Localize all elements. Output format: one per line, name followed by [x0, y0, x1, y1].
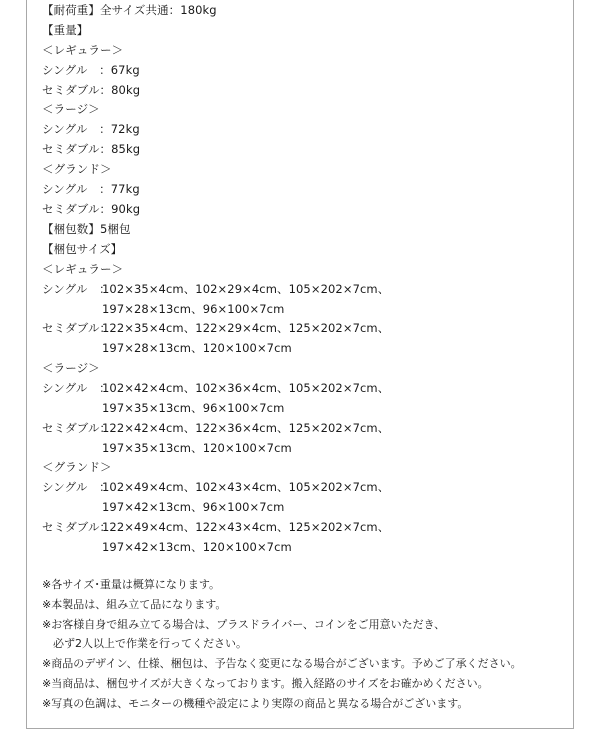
package-semidouble-large-line1 [42, 418, 389, 438]
load-capacity: 【耐荷重】全サイズ共通：180kg [42, 3, 217, 17]
package-size-large: ＜ラージ＞ [42, 361, 100, 375]
note-approximate: ※各サイズ･重量は概算になります。 [42, 578, 220, 591]
semidouble-label: セミダブル： [42, 321, 112, 335]
package-size-grand: ＜グランド＞ [42, 460, 112, 474]
package-semidouble-large-line2: 197×35×13cm、120×100×7cm [102, 441, 292, 455]
note-assembly-product: ※本製品は、組み立て品になります。 [42, 598, 227, 611]
package-semidouble-grand-line1 [42, 517, 389, 537]
dimensions-text: 122×49×4cm、122×43×4cm、125×202×7cm、 [102, 520, 390, 534]
dimensions-text: 122×42×4cm、122×36×4cm、125×202×7cm、 [102, 421, 390, 435]
package-semidouble-regular-line1 [42, 318, 389, 338]
single-label: シングル ： [42, 381, 111, 395]
weight-semidouble-grand: セミダブル：90kg [42, 202, 141, 216]
weight-size-grand: ＜グランド＞ [42, 162, 112, 176]
package-semidouble-grand-line2: 197×42×13cm、120×100×7cm [102, 540, 292, 554]
weight-heading: 【重量】 [42, 23, 89, 37]
note-two-people: 必ず2人以上で作業を行ってください。 [42, 637, 247, 650]
weight-size-regular: ＜レギュラー＞ [42, 43, 124, 57]
semidouble-label: セミダブル： [42, 520, 112, 534]
package-single-grand-line2: 197×42×13cm、96×100×7cm [102, 500, 285, 514]
dimensions-text: 102×35×4cm、102×29×4cm、105×202×7cm、 [102, 282, 390, 296]
package-single-regular-line1 [42, 279, 389, 299]
weight-single-large: シングル ：72kg [42, 122, 140, 136]
note-photo-color: ※写真の色調は、モニターの機種や設定により実際の商品と異なる場合がございます。 [42, 697, 469, 710]
package-size-regular: ＜レギュラー＞ [42, 262, 124, 276]
package-single-grand-line1 [42, 477, 389, 497]
package-size-heading: 【梱包サイズ】 [42, 242, 123, 256]
note-design-change: ※商品のデザイン、仕様、梱包は、予告なく変更になる場合がございます。予めご了承ください。 [42, 657, 522, 670]
semidouble-label: セミダブル： [42, 421, 112, 435]
dimensions-text: 122×35×4cm、122×29×4cm、125×202×7cm、 [102, 321, 390, 335]
weight-single-regular: シングル ：67kg [42, 63, 140, 77]
weight-semidouble-large: セミダブル：85kg [42, 142, 141, 156]
weight-single-grand: シングル ：77kg [42, 182, 140, 196]
dimensions-text: 102×49×4cm、102×43×4cm、105×202×7cm、 [102, 480, 390, 494]
single-label: シングル ： [42, 282, 111, 296]
single-label: シングル ： [42, 480, 111, 494]
package-count: 【梱包数】5梱包 [42, 222, 131, 236]
package-single-regular-line2: 197×28×13cm、96×100×7cm [102, 302, 285, 316]
note-self-assembly: ※お客様自身で組み立てる場合は、プラスドライバー、コインをご用意いただき、 [42, 618, 446, 631]
package-semidouble-regular-line2: 197×28×13cm、120×100×7cm [102, 341, 292, 355]
note-package-size: ※当商品は、梱包サイズが大きくなっております。搬入経路のサイズをお確かめください。 [42, 677, 489, 690]
weight-size-large: ＜ラージ＞ [42, 102, 100, 116]
package-single-large-line2: 197×35×13cm、96×100×7cm [102, 401, 285, 415]
weight-semidouble-regular: セミダブル：80kg [42, 83, 141, 97]
package-single-large-line1 [42, 378, 389, 398]
dimensions-text: 102×42×4cm、102×36×4cm、105×202×7cm、 [102, 381, 390, 395]
